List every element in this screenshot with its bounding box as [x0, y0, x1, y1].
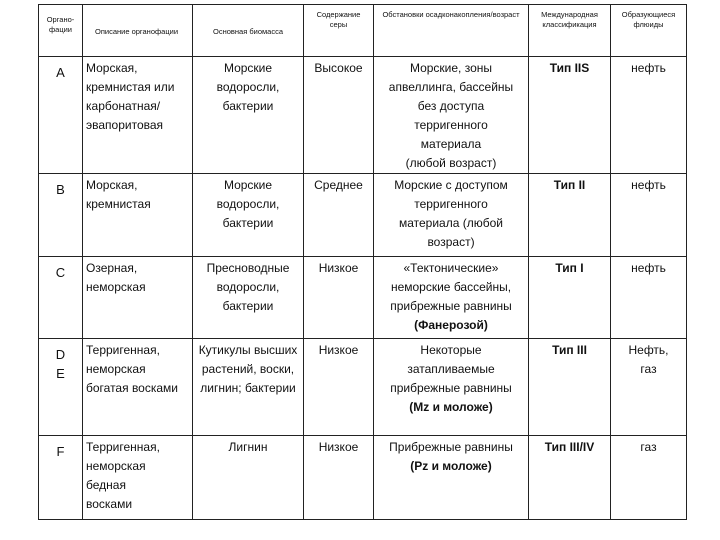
- environment-cell: Некоторые затапливаемые прибрежные равнины (Mz и моложе): [374, 339, 529, 436]
- organofacies-cell: A: [39, 57, 83, 174]
- description-cell: Терригенная, неморская богатая восками: [83, 339, 193, 436]
- header-organofacies: Органо-фации: [39, 5, 83, 57]
- description-cell: Терригенная, неморская бедная восками: [83, 436, 193, 520]
- table-row: [39, 174, 687, 257]
- header-description: Описание органофации: [83, 5, 193, 57]
- classification-cell: Тип II: [529, 174, 611, 257]
- sulfur-cell: Высокое: [304, 57, 374, 174]
- fluids-cell: нефть: [611, 257, 687, 339]
- environment-cell: Морские с доступом терригенного материала (любой возраст): [374, 174, 529, 257]
- biomass-cell: Пресноводные водоросли, бактерии: [193, 257, 304, 339]
- classification-cell: Тип III: [529, 339, 611, 436]
- sulfur-cell: Низкое: [304, 257, 374, 339]
- header-biomass: Основная биомасса: [193, 5, 304, 57]
- organofacies-cell: C: [39, 257, 83, 339]
- header-sulfur: Содержание серы: [304, 5, 374, 57]
- organofacies-table: [38, 4, 687, 520]
- fluids-cell: Нефть, газ: [611, 339, 687, 436]
- biomass-cell: Морские водоросли, бактерии: [193, 57, 304, 174]
- organofacies-cell: D E: [39, 339, 83, 436]
- environment-cell: Прибрежные равнины (Pz и моложе): [374, 436, 529, 520]
- fluids-cell: нефть: [611, 174, 687, 257]
- table-row: [39, 257, 687, 339]
- classification-cell: Тип III/IV: [529, 436, 611, 520]
- fluids-cell: нефть: [611, 57, 687, 174]
- header-row: [39, 5, 687, 57]
- sulfur-cell: Низкое: [304, 339, 374, 436]
- table-row: [39, 436, 687, 520]
- biomass-cell: Морские водоросли, бактерии: [193, 174, 304, 257]
- environment-cell: Морские, зоны апвеллинга, бассейны без доступа терригенного материала (любой возраст): [374, 57, 529, 174]
- fluids-cell: газ: [611, 436, 687, 520]
- sulfur-cell: Низкое: [304, 436, 374, 520]
- description-cell: Морская, кремнистая или карбонатная/ эвапоритовая: [83, 57, 193, 174]
- header-fluids: Образующиеся флюиды: [611, 5, 687, 57]
- table-row: [39, 339, 687, 436]
- description-cell: Озерная, неморская: [83, 257, 193, 339]
- environment-cell: «Тектонические» неморские бассейны, прибрежные равнины (Фанерозой): [374, 257, 529, 339]
- header-classification: Международная классификация: [529, 5, 611, 57]
- biomass-cell: Лигнин: [193, 436, 304, 520]
- header-environment: Обстановки осадконакопления/возраст: [374, 5, 529, 57]
- classification-cell: Тип IIS: [529, 57, 611, 174]
- classification-cell: Тип I: [529, 257, 611, 339]
- description-cell: Морская, кремнистая: [83, 174, 193, 257]
- table-row: [39, 57, 687, 174]
- biomass-cell: Кутикулы высших растений, воски, лигнин; бактерии: [193, 339, 304, 436]
- organofacies-cell: B: [39, 174, 83, 257]
- organofacies-cell: F: [39, 436, 83, 520]
- sulfur-cell: Среднее: [304, 174, 374, 257]
